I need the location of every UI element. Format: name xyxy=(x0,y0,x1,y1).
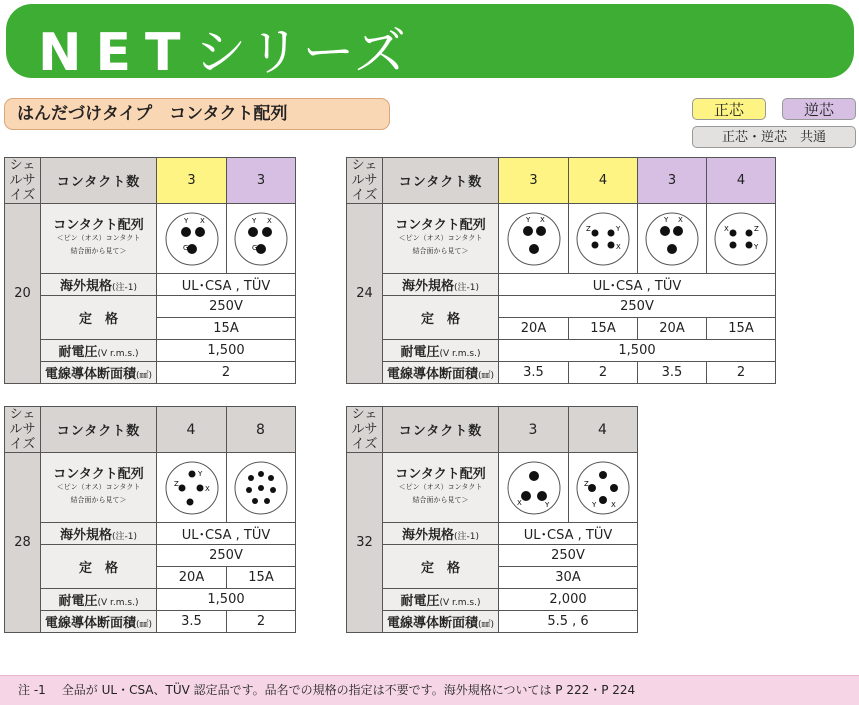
contact-count-value: 4 xyxy=(569,407,638,453)
svg-text:Y: Y xyxy=(197,469,202,478)
shell-size-value: 24 xyxy=(347,204,383,384)
rated-voltage: 250V xyxy=(157,296,296,318)
arrangement-sub2: 結合面から見て＞ xyxy=(70,496,127,504)
svg-text:X: X xyxy=(204,484,210,493)
arrangement-title: コンタクト配列 xyxy=(395,218,486,233)
contact-count-value: 4 xyxy=(707,158,776,204)
conductor-area-value: 5.5 , 6 xyxy=(499,611,638,633)
pin-diagram-4-forward xyxy=(569,204,638,274)
withstand-voltage-value: 1,500 xyxy=(157,589,296,611)
spec-table-shell-24 xyxy=(346,157,776,384)
contact-count-value: 3 xyxy=(638,158,707,204)
pin-layout-icon xyxy=(231,209,291,269)
series-title-latin: NET xyxy=(38,23,195,83)
arrangement-sub1: ＜ピン（オス）コンタクト xyxy=(56,483,141,491)
contact-count-label: コンタクト数 xyxy=(41,158,157,204)
svg-text:Y: Y xyxy=(544,500,549,509)
conductor-area-value: 2 xyxy=(157,362,296,384)
svg-text:X: X xyxy=(199,216,205,225)
footnote-label: 注 -1 xyxy=(18,683,46,697)
overseas-standard-label: 海外規格(注-1) xyxy=(383,274,499,296)
rated-voltage: 250V xyxy=(499,296,776,318)
svg-text:Y: Y xyxy=(616,224,621,233)
overseas-standard-value: UL･CSA , TÜV xyxy=(499,523,638,545)
rated-current: 20A xyxy=(157,567,227,589)
shell-size-value: 20 xyxy=(5,204,41,384)
pin-diagram-3-forward xyxy=(499,204,569,274)
contact-count-label: コンタクト数 xyxy=(383,158,499,204)
conductor-area-value: 3.5 xyxy=(499,362,569,384)
pin-diagram-3-reverse xyxy=(227,204,296,274)
pin-layout-icon xyxy=(162,458,222,518)
contact-count-value: 4 xyxy=(569,158,638,204)
section-subtitle: はんだづけタイプ コンタクト配列 xyxy=(4,98,390,130)
shell-size-header: シェルサイズ xyxy=(347,158,383,204)
shell-size-value: 32 xyxy=(347,453,383,633)
svg-text:Y: Y xyxy=(183,216,188,225)
contact-count-value: 3 xyxy=(499,158,569,204)
conductor-area-label: 電線導体断面積(㎟) xyxy=(383,611,499,633)
svg-text:X: X xyxy=(724,224,729,233)
shell-size-value: 28 xyxy=(5,453,41,633)
pin-layout-icon xyxy=(162,209,222,269)
spec-table-shell-28 xyxy=(4,406,296,633)
rated-voltage: 250V xyxy=(157,545,296,567)
conductor-area-value: 3.5 xyxy=(638,362,707,384)
overseas-standard-label: 海外規格(注-1) xyxy=(383,523,499,545)
rated-current: 30A xyxy=(499,567,638,589)
rated-current: 15A xyxy=(227,567,296,589)
pin-layout-icon xyxy=(231,458,291,518)
rating-label: 定 格 xyxy=(383,545,499,589)
conductor-area-label: 電線導体断面積(㎟) xyxy=(383,362,499,384)
arrangement-sub1: ＜ピン（オス）コンタクト xyxy=(398,483,483,491)
arrangement-sub2: 結合面から見て＞ xyxy=(412,247,469,255)
series-title-kana: シリーズ xyxy=(194,23,408,83)
rated-current: 15A xyxy=(569,318,638,340)
footnote xyxy=(0,675,859,705)
contact-count-value: 4 xyxy=(157,407,227,453)
pin-diagram-3 xyxy=(499,453,569,523)
contact-count-label: コンタクト数 xyxy=(41,407,157,453)
shell-size-header: シェルサイズ xyxy=(347,407,383,453)
conductor-area-value: 2 xyxy=(227,611,296,633)
pin-layout-icon xyxy=(711,209,771,269)
overseas-standard-label: 海外規格(注-1) xyxy=(41,523,157,545)
arrangement-title: コンタクト配列 xyxy=(53,218,144,233)
svg-text:X: X xyxy=(539,215,545,224)
rated-voltage: 250V xyxy=(499,545,638,567)
withstand-voltage-value: 1,500 xyxy=(499,340,776,362)
arrangement-title: コンタクト配列 xyxy=(395,467,486,482)
spec-table-shell-32 xyxy=(346,406,638,633)
withstand-voltage-value: 1,500 xyxy=(157,340,296,362)
svg-text:Y: Y xyxy=(252,216,257,225)
arrangement-sub2: 結合面から見て＞ xyxy=(412,496,469,504)
svg-text:Y: Y xyxy=(754,242,759,251)
withstand-voltage-label: 耐電圧(V r.m.s.) xyxy=(383,589,499,611)
svg-text:X: X xyxy=(611,500,616,509)
conductor-area-label: 電線導体断面積(㎟) xyxy=(41,362,157,384)
conductor-area-label: 電線導体断面積(㎟) xyxy=(41,611,157,633)
svg-text:Y: Y xyxy=(525,215,530,224)
conductor-area-value: 2 xyxy=(707,362,776,384)
pin-layout-icon xyxy=(573,458,633,518)
pin-diagram-4 xyxy=(569,453,638,523)
svg-text:G: G xyxy=(252,243,258,252)
svg-text:X: X xyxy=(516,498,522,507)
legend-common: 正芯・逆芯 共通 xyxy=(692,126,856,148)
svg-text:Z: Z xyxy=(754,224,759,233)
pin-layout-icon xyxy=(642,209,702,269)
conductor-area-value: 2 xyxy=(569,362,638,384)
contact-count-value: 8 xyxy=(227,407,296,453)
pin-diagram-4 xyxy=(157,453,227,523)
shell-size-header: シェルサイズ xyxy=(5,158,41,204)
withstand-voltage-label: 耐電圧(V r.m.s.) xyxy=(383,340,499,362)
overseas-standard-value: UL･CSA , TÜV xyxy=(157,274,296,296)
contact-count-value: 3 xyxy=(227,158,296,204)
conductor-area-value: 3.5 xyxy=(157,611,227,633)
contact-count-value: 3 xyxy=(157,158,227,204)
contact-arrangement-label xyxy=(383,204,499,274)
rated-current: 20A xyxy=(638,318,707,340)
rating-label: 定 格 xyxy=(383,296,499,340)
svg-text:Z: Z xyxy=(584,479,589,488)
svg-text:Z: Z xyxy=(173,479,179,488)
pin-layout-icon xyxy=(504,209,564,269)
overseas-standard-value: UL･CSA , TÜV xyxy=(499,274,776,296)
series-title xyxy=(38,10,408,85)
pin-diagram-8 xyxy=(227,453,296,523)
rated-current: 15A xyxy=(157,318,296,340)
svg-text:X: X xyxy=(616,242,621,251)
pin-diagram-4-reverse xyxy=(707,204,776,274)
rated-current: 15A xyxy=(707,318,776,340)
arrangement-sub1: ＜ピン（オス）コンタクト xyxy=(56,234,141,242)
rating-label: 定 格 xyxy=(41,545,157,589)
svg-text:X: X xyxy=(678,215,683,224)
svg-text:Y: Y xyxy=(592,500,597,509)
arrangement-sub2: 結合面から見て＞ xyxy=(70,247,127,255)
arrangement-title: コンタクト配列 xyxy=(53,467,144,482)
contact-arrangement-label xyxy=(41,204,157,274)
withstand-voltage-label: 耐電圧(V r.m.s.) xyxy=(41,340,157,362)
footnote-text: 全品が UL・CSA、TÜV 認定品です。品名での規格の指定は不要です。海外規格については P 222・P 224 xyxy=(61,683,636,697)
legend-forward: 正芯 xyxy=(692,98,766,120)
svg-text:Z: Z xyxy=(586,224,591,233)
arrangement-sub1: ＜ピン（オス）コンタクト xyxy=(398,234,483,242)
svg-text:X: X xyxy=(267,216,272,225)
rating-label: 定 格 xyxy=(41,296,157,340)
contact-count-label: コンタクト数 xyxy=(383,407,499,453)
contact-count-value: 3 xyxy=(499,407,569,453)
svg-text:G: G xyxy=(182,243,188,252)
legend-reverse: 逆芯 xyxy=(782,98,856,120)
svg-text:Y: Y xyxy=(664,215,669,224)
withstand-voltage-value: 2,000 xyxy=(499,589,638,611)
overseas-standard-value: UL･CSA , TÜV xyxy=(157,523,296,545)
spec-table-shell-20 xyxy=(4,157,296,384)
contact-arrangement-label xyxy=(383,453,499,523)
overseas-standard-label: 海外規格(注-1) xyxy=(41,274,157,296)
pin-diagram-3-forward xyxy=(157,204,227,274)
contact-arrangement-label xyxy=(41,453,157,523)
pin-diagram-3-reverse xyxy=(638,204,707,274)
withstand-voltage-label: 耐電圧(V r.m.s.) xyxy=(41,589,157,611)
pin-layout-icon xyxy=(504,458,564,518)
pin-layout-icon xyxy=(573,209,633,269)
series-banner xyxy=(6,4,854,83)
rated-current: 20A xyxy=(499,318,569,340)
shell-size-header: シェルサイズ xyxy=(5,407,41,453)
